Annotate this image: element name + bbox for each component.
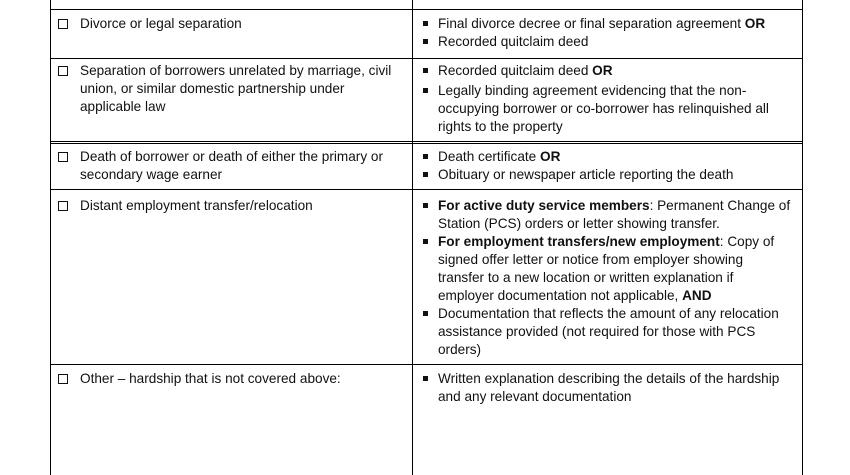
hardship-label: Separation of borrowers unrelated by marriage, civil union, or similar domestic partnership under applicable law bbox=[80, 63, 392, 114]
doc-text: : Copy of signed offer letter or notice from employer showing transfer to a new location or written explanation if employer documentation not applicable, bbox=[438, 234, 775, 303]
doc-bold-text: OR bbox=[540, 149, 561, 164]
checkbox-separation-unrelated[interactable] bbox=[58, 66, 68, 76]
bullet-icon bbox=[423, 172, 428, 177]
list-item bbox=[422, 62, 792, 80]
hardship-label: Other – hardship that is not covered above: bbox=[80, 371, 341, 386]
row-divider bbox=[50, 189, 802, 190]
doc-bold-text: For employment transfers/new employment bbox=[438, 234, 720, 249]
list-item bbox=[422, 166, 792, 184]
table-row-documents bbox=[422, 197, 792, 359]
bullet-icon bbox=[423, 239, 428, 244]
bullet-icon bbox=[423, 39, 428, 44]
checkbox-other-hardship[interactable] bbox=[58, 374, 68, 384]
table-row-documents bbox=[422, 62, 792, 136]
hardship-label: Distant employment transfer/relocation bbox=[80, 198, 313, 213]
table-row-documents bbox=[422, 370, 792, 406]
doc-text: Written explanation describing the details of the hardship and any relevant documentation bbox=[438, 371, 780, 404]
doc-text: Death certificate bbox=[438, 149, 540, 164]
bullet-icon bbox=[423, 203, 428, 208]
checkbox-employment-transfer[interactable] bbox=[58, 201, 68, 211]
list-item bbox=[422, 33, 792, 51]
row-divider bbox=[50, 141, 802, 142]
checkbox-death[interactable] bbox=[58, 152, 68, 162]
doc-bold-text: OR bbox=[592, 63, 613, 78]
doc-text: Documentation that reflects the amount of any relocation assistance provided (not required for those with PCS orders) bbox=[438, 306, 779, 357]
table-row-hardship bbox=[58, 370, 398, 388]
list-item bbox=[422, 148, 792, 166]
table-row-hardship bbox=[58, 62, 398, 116]
bullet-icon bbox=[423, 88, 428, 93]
list-item bbox=[422, 197, 792, 233]
bullet-icon bbox=[423, 311, 428, 316]
doc-text: Legally binding agreement evidencing that the non-occupying borrower or co-borrower has relinquished all rights to the property bbox=[438, 83, 769, 134]
doc-text: : Permanent Change of Station (PCS) orders or letter showing transfer. bbox=[438, 198, 791, 231]
table-row-hardship bbox=[58, 197, 398, 215]
list-item bbox=[422, 233, 792, 305]
doc-bold-text: AND bbox=[682, 288, 712, 303]
row-divider bbox=[50, 364, 802, 365]
row-divider bbox=[50, 58, 802, 59]
row-divider bbox=[50, 9, 802, 10]
checkbox-divorce[interactable] bbox=[58, 19, 68, 29]
table-row-documents bbox=[422, 148, 792, 184]
list-item bbox=[422, 82, 792, 136]
bullet-icon bbox=[423, 68, 428, 73]
hardship-label: Divorce or legal separation bbox=[80, 16, 242, 31]
hardship-label: Death of borrower or death of either the primary or secondary wage earner bbox=[80, 149, 383, 182]
list-item bbox=[422, 15, 792, 33]
doc-bold-text: OR bbox=[744, 16, 766, 31]
bullet-icon bbox=[423, 376, 428, 381]
doc-text: Obituary or newspaper article reporting the death bbox=[438, 167, 734, 182]
list-item bbox=[422, 305, 792, 359]
bullet-icon bbox=[423, 21, 428, 26]
doc-text: Recorded quitclaim deed bbox=[438, 34, 589, 49]
table-row-documents bbox=[422, 15, 792, 51]
row-divider bbox=[50, 143, 802, 144]
doc-text: Final divorce decree or final separation agreement bbox=[438, 16, 745, 31]
table-row-hardship bbox=[58, 148, 398, 184]
column-divider bbox=[412, 0, 413, 475]
bullet-icon bbox=[423, 154, 428, 159]
table-row-hardship bbox=[58, 15, 398, 33]
doc-text: Recorded quitclaim deed bbox=[438, 63, 593, 78]
list-item bbox=[422, 370, 792, 406]
doc-bold-text: For active duty service members bbox=[438, 198, 650, 213]
